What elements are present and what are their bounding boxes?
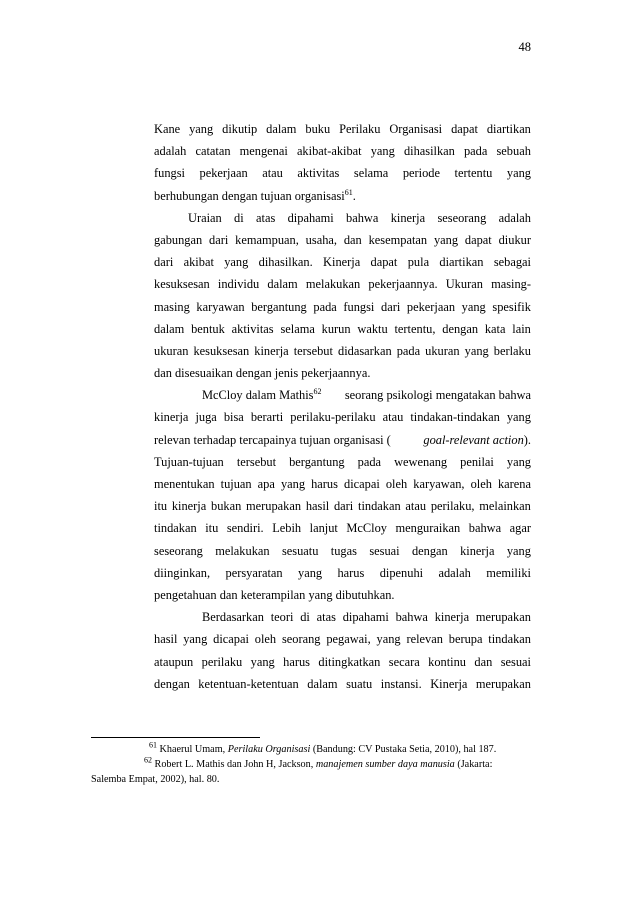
- word: dengan: [154, 676, 190, 691]
- word: diartikan: [486, 122, 531, 136]
- word: atas: [256, 210, 276, 225]
- text-line: pengetahuan dan keterampilan yang dibutuhkan.: [154, 587, 395, 602]
- word: didasarkan: [338, 343, 392, 358]
- word: dipahami: [342, 610, 389, 625]
- word: merupakan: [475, 610, 531, 625]
- word: harus: [283, 654, 310, 669]
- word: pada: [396, 343, 421, 358]
- word: oleh: [385, 477, 408, 491]
- word: Kane: [154, 122, 181, 136]
- word: sebuah: [496, 144, 531, 159]
- word: di: [300, 610, 310, 625]
- word: atas: [316, 610, 336, 625]
- word: tujuan: [220, 477, 252, 491]
- word: relevan: [406, 632, 443, 647]
- word: fungsi: [154, 166, 185, 181]
- word: wewenang: [394, 454, 448, 469]
- word: pada: [463, 144, 488, 159]
- word: bergantung: [251, 299, 307, 314]
- word: yang: [506, 454, 531, 469]
- word: ditingkatkan: [318, 654, 381, 669]
- word: itu: [154, 499, 168, 514]
- body-text: [154, 118, 531, 695]
- word: fungsi: [343, 299, 375, 314]
- word: sebagai: [493, 255, 531, 270]
- word: bisa: [223, 410, 244, 425]
- word: masing-: [491, 277, 531, 292]
- text-line: [154, 651, 531, 673]
- text-line: [154, 495, 531, 517]
- word: gabungan: [154, 232, 203, 247]
- word: persyaratan: [225, 565, 283, 580]
- word: perilaku: [201, 654, 243, 669]
- word: yang: [250, 654, 275, 669]
- word: yang: [298, 565, 323, 580]
- word: adalah: [154, 144, 187, 159]
- footnotes: [91, 742, 551, 787]
- word: juga: [195, 410, 217, 425]
- word: karyawan,: [413, 477, 465, 491]
- word: kesuksesan: [193, 343, 250, 358]
- word: secara: [388, 654, 420, 669]
- word: tugas: [330, 543, 357, 558]
- word: atau: [262, 166, 283, 181]
- word: tindakan: [488, 632, 531, 647]
- word: berupa: [448, 632, 483, 647]
- word: instansi.: [380, 676, 422, 691]
- word: ukuran: [154, 343, 189, 358]
- word: yang: [464, 343, 489, 358]
- word: merupakan: [475, 676, 531, 691]
- word: diartikan: [439, 255, 484, 270]
- word: kesuksesan: [154, 277, 210, 292]
- word: dapat: [464, 232, 492, 247]
- text-line: [154, 606, 531, 628]
- word: seseorang: [437, 210, 487, 225]
- word: sendiri.: [226, 521, 264, 536]
- text-line: dan disesuaikan dengan jenis pekerjaannya.: [154, 366, 371, 381]
- word: yang: [280, 477, 306, 491]
- word: individu: [217, 277, 260, 292]
- footnote-61: $^{61}$ Khaerul Umam, Perilaku Organisasi (Bandung: CV Pustaka Setia, 2010), hal 187.: [149, 740, 497, 755]
- word: kinerja: [254, 343, 289, 358]
- word: bukan: [211, 499, 242, 514]
- word: oleh: [470, 477, 492, 491]
- word: usaha,: [305, 232, 337, 247]
- word: pekerjaan: [199, 166, 248, 181]
- word: suatu: [346, 676, 373, 691]
- text-line: [154, 229, 531, 251]
- word: adalah: [438, 565, 471, 580]
- text-fragment: berhubungan dengan tujuan organisasi: [154, 188, 345, 203]
- word: periode: [402, 166, 440, 181]
- word: catatan: [195, 144, 231, 159]
- word: oleh: [254, 632, 277, 647]
- text-fragment: .: [352, 188, 356, 203]
- word: selama: [353, 166, 389, 181]
- word: pada: [313, 299, 337, 314]
- word: dalam: [267, 277, 298, 292]
- word: kinerja: [460, 543, 495, 558]
- word: yang: [506, 166, 531, 181]
- word: yang: [506, 410, 531, 425]
- text-line: [154, 406, 531, 428]
- word: sesuai: [500, 654, 531, 669]
- word: atau: [382, 410, 404, 425]
- text-fragment: relevan terhadap tercapainya tujuan organisasi (: [154, 432, 391, 447]
- word: pekerjaan: [406, 299, 456, 314]
- word: kontinu: [428, 654, 466, 669]
- word: dari: [154, 255, 174, 270]
- word: melakukan: [305, 277, 361, 292]
- word: melainkan: [479, 499, 531, 514]
- word: kurun: [321, 321, 351, 336]
- word: berarti: [250, 410, 284, 425]
- word: melakukan: [215, 543, 270, 558]
- word: karyawan: [196, 299, 245, 314]
- word: penilai: [460, 454, 494, 469]
- text-line: [154, 562, 531, 584]
- word: hasil: [305, 499, 330, 514]
- footnote-ref-62: 62: [313, 387, 322, 397]
- word: lanjut: [309, 521, 338, 536]
- word: waktu: [357, 321, 388, 336]
- text-line: [154, 185, 531, 207]
- word: perilaku,: [430, 499, 475, 514]
- text-line: [154, 429, 531, 451]
- text-line: [154, 340, 531, 362]
- word: karena: [497, 477, 531, 491]
- word: aktivitas: [297, 166, 340, 181]
- footnote-62: $^{62}$ Robert L. Mathis dan John H, Jackson, manajemen sumber daya manusia (Jakarta:: [144, 755, 493, 770]
- word: bahwa: [395, 610, 428, 625]
- word: sesuai: [369, 543, 400, 558]
- word: bentuk: [191, 321, 225, 336]
- word: adalah: [498, 210, 531, 225]
- word: Ukuran: [445, 277, 483, 292]
- word: dengan: [411, 543, 448, 558]
- text-fragment: McCloy dalam Mathis$^{62}$: [202, 387, 322, 403]
- word: yang: [370, 144, 395, 159]
- word: ukuran: [425, 343, 460, 358]
- word: ketentuan-ketentuan: [198, 676, 299, 691]
- word: menguraikan: [395, 521, 461, 536]
- word: dihasilkan: [403, 144, 455, 159]
- word: Kinerja: [430, 676, 468, 691]
- word: McCloy: [346, 521, 387, 536]
- word: mengenai: [239, 144, 288, 159]
- footnote-divider: [91, 737, 260, 738]
- word: pegawai,: [326, 632, 371, 647]
- page-number: 48: [518, 40, 531, 54]
- word: Lebih: [272, 521, 302, 536]
- word: dari: [381, 299, 401, 314]
- word: bahwa: [468, 521, 502, 536]
- text-line: [154, 118, 531, 140]
- italic-term: goal-relevant action: [423, 432, 524, 447]
- word: yang: [376, 632, 401, 647]
- text-line: [154, 296, 531, 318]
- text-line: [154, 473, 531, 495]
- text-fragment: goal-relevant action).: [423, 432, 531, 447]
- word: kinerja: [171, 499, 207, 514]
- text-line: [154, 273, 531, 295]
- word: dapat: [451, 122, 478, 136]
- word: spesifik: [492, 299, 531, 314]
- text-line: [154, 673, 531, 695]
- word: bahwa: [346, 210, 379, 225]
- text-line: [154, 162, 531, 184]
- word: bergantung: [289, 454, 345, 469]
- word: hasil: [154, 632, 178, 647]
- word: sesuatu: [281, 543, 319, 558]
- word: diukur: [498, 232, 531, 247]
- word: aktivitas: [231, 321, 274, 336]
- word: dan: [474, 654, 493, 669]
- word: akibat: [183, 255, 214, 270]
- word: dicapai: [213, 632, 249, 647]
- word: agar: [509, 521, 531, 536]
- word: harus: [311, 477, 338, 491]
- word: ataupun: [154, 654, 194, 669]
- word: perilaku-perilaku: [290, 410, 376, 425]
- word: dalam: [307, 676, 338, 691]
- text-line: [154, 318, 531, 340]
- text-line: [154, 251, 531, 273]
- word: buku: [305, 122, 331, 136]
- text-line: [154, 384, 531, 406]
- word: yang: [224, 255, 249, 270]
- word: Organisasi: [389, 122, 443, 136]
- word: dipahami: [287, 210, 334, 225]
- word: tindakan: [154, 521, 197, 536]
- word: dari: [333, 499, 354, 514]
- word: dari: [209, 232, 229, 247]
- word: dicapai: [344, 477, 380, 491]
- word: itu: [205, 521, 219, 536]
- word: dihasilkan.: [258, 255, 313, 270]
- word: akibat-akibat: [296, 144, 362, 159]
- word: kinerja: [434, 610, 470, 625]
- word: kesempatan: [368, 232, 428, 247]
- word: di: [234, 210, 244, 225]
- text-line: [154, 451, 531, 473]
- word: pada: [357, 454, 382, 469]
- word: tindakan-tindakan: [410, 410, 500, 425]
- word: yang: [461, 299, 486, 314]
- word: Perilaku: [339, 122, 381, 136]
- word: tertentu: [454, 166, 493, 181]
- word: berlaku: [493, 343, 531, 358]
- word: diinginkan,: [154, 565, 211, 580]
- word: seseorang: [154, 543, 203, 558]
- word: Tujuan-tujuan: [154, 454, 224, 469]
- word: teori: [270, 610, 294, 625]
- word: merupakan: [246, 499, 302, 514]
- word: kinerja: [390, 210, 426, 225]
- word: kata: [484, 321, 506, 336]
- word: apa: [257, 477, 275, 491]
- word: dapat: [370, 255, 398, 270]
- word: seorang: [281, 632, 321, 647]
- word: Kinerja: [323, 255, 361, 270]
- text-line: [154, 140, 531, 162]
- word: kinerja: [154, 410, 189, 425]
- text-line: [154, 628, 531, 650]
- word: tersebut: [293, 343, 333, 358]
- word: dan: [343, 232, 362, 247]
- text-line: [154, 207, 531, 229]
- word: dalam: [154, 321, 185, 336]
- word: atau: [405, 499, 427, 514]
- word: dengan: [442, 321, 479, 336]
- word: dikutip: [222, 122, 258, 136]
- text-fragment: seorang psikologi mengatakan bahwa: [341, 388, 531, 403]
- word: lain: [512, 321, 531, 336]
- word: yang: [506, 543, 531, 558]
- word: pekerjaannya.: [368, 277, 438, 292]
- word: Uraian: [188, 210, 222, 225]
- word: tindakan: [358, 499, 401, 514]
- word: yang: [433, 232, 459, 247]
- word: memiliki: [486, 565, 531, 580]
- footnote-ref-61: 61: [344, 187, 353, 197]
- word: dalam: [266, 122, 297, 136]
- word: yang: [189, 122, 214, 136]
- word: tersebut: [236, 454, 277, 469]
- text-line: [154, 517, 531, 539]
- word: masing: [154, 299, 190, 314]
- word: kemampuan,: [235, 232, 299, 247]
- word: dipenuhi: [379, 565, 424, 580]
- word: harus: [337, 565, 365, 580]
- word: yang: [183, 632, 208, 647]
- footnote-62-continued: Salemba Empat, 2002), hal. 80.: [91, 774, 220, 785]
- word: menentukan: [154, 477, 215, 491]
- word: Berdasarkan: [202, 610, 264, 625]
- text-line: [154, 540, 531, 562]
- word: selama: [280, 321, 315, 336]
- word: tertentu,: [394, 321, 436, 336]
- word: pula: [407, 255, 430, 270]
